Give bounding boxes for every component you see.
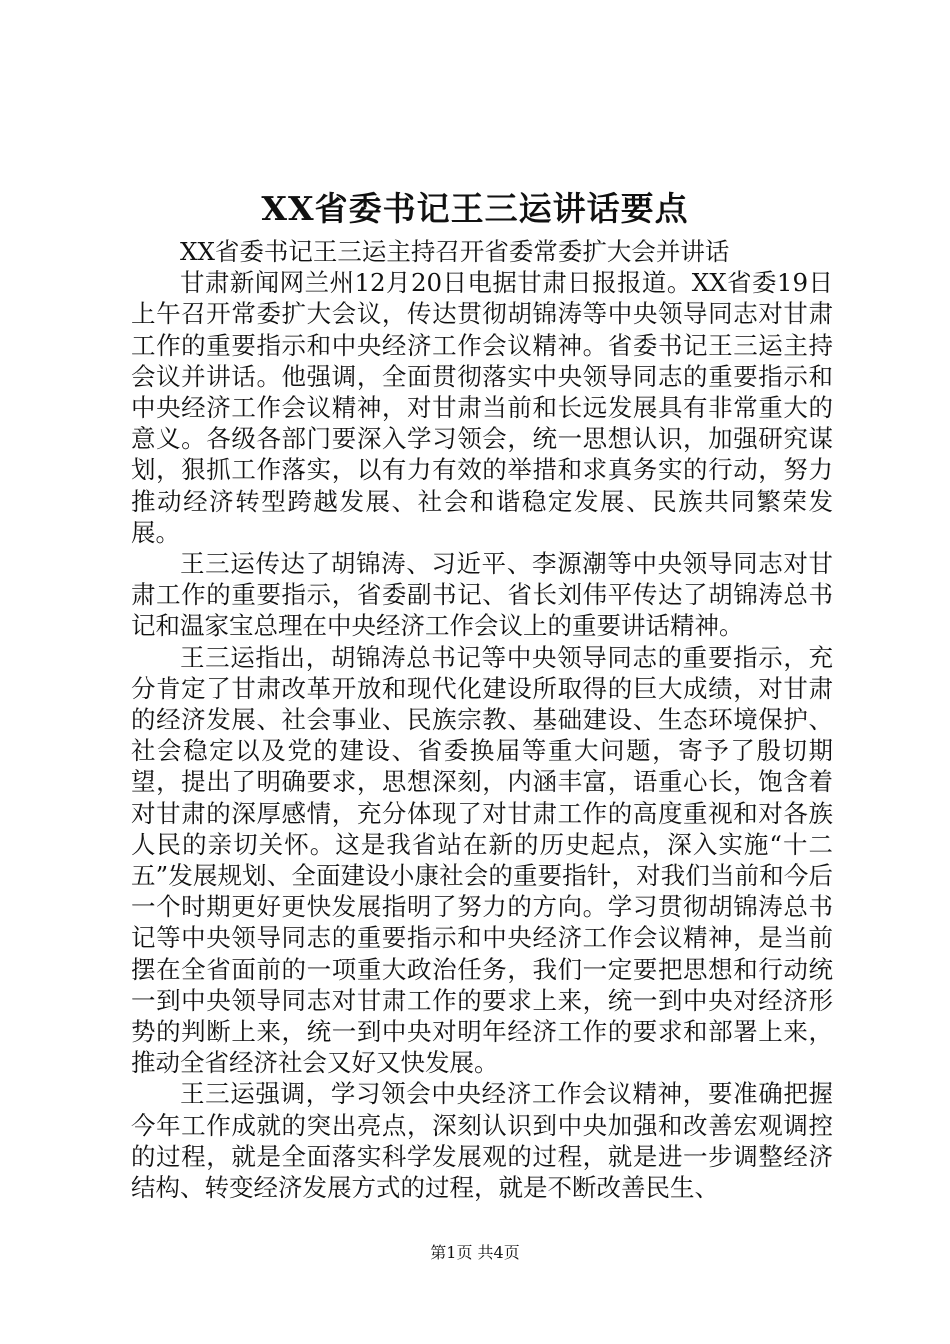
paragraph-subheading: XX省委书记王三运主持召开省委常委扩大会并讲话 xyxy=(180,237,730,266)
document-body xyxy=(131,236,833,1203)
paragraph: 王三运指出，胡锦涛总书记等中央领导同志的重要指示，充分肯定了甘肃改革开放和现代化建设所取得的巨大成绩，对甘肃的经济发展、社会事业、民族宗教、基础建设、生态环境保护、社会稳定以及党的建设、省委换届等重大问题，寄予了殷切期望，提出了明确要求，思想深刻，内涵丰富，语重心长，饱含着对甘肃的深厚感情，充分体现了对甘肃工作的高度重视和对各族人民的亲切关怀。这是我省站在新的历史起点，深入实施“十二五”发展规划、全面建设小康社会的重要指针，对我们当前和今后一个时期更好更快发展指明了努力的方向。学习贯彻胡锦涛总书记等中央领导同志的重要指示和中央经济工作会议精神，是当前摆在全省面前的一项重大政治任务，我们一定要把思想和行动统一到中央领导同志对甘肃工作的要求上来，统一到中央对经济形势的判断上来，统一到中央对明年经济工作的要求和部署上来，推动全省经济社会又好又快发展。 xyxy=(131,642,833,1078)
paragraph: 王三运传达了胡锦涛、习近平、李源潮等中央领导同志对甘肃工作的重要指示，省委副书记、省长刘伟平传达了胡锦涛总书记和温家宝总理在中央经济工作会议上的重要讲话精神。 xyxy=(131,549,833,641)
page-number-footer: 第1页 共4页 xyxy=(430,1243,520,1262)
paragraph: 王三运强调，学习领会中央经济工作会议精神，要准确把握今年工作成就的突出亮点，深刻认识到中央加强和改善宏观调控的过程，就是全面落实科学发展观的过程，就是进一步调整经济结构、转变经济发展方式的过程，就是不断改善民生、 xyxy=(131,1079,833,1203)
paragraph: 甘肃新闻网兰州12月20日电据甘肃日报报道。XX省委19日上午召开常委扩大会议，传达贯彻胡锦涛等中央领导同志对甘肃工作的重要指示和中央经济工作会议精神。省委书记王三运主持会议并讲话。他强调，全面贯彻落实中央领导同志的重要指示和中央经济工作会议精神，对甘肃当前和长远发展具有非常重大的意义。各级各部门要深入学习领会，统一思想认识，加强研究谋划，狠抓工作落实，以有力有效的举措和求真务实的行动，努力推动经济转型跨越发展、社会和谐稳定发展、民族共同繁荣发展。 xyxy=(131,268,833,547)
document-title: XX省委书记王三运讲话要点 xyxy=(261,189,689,228)
